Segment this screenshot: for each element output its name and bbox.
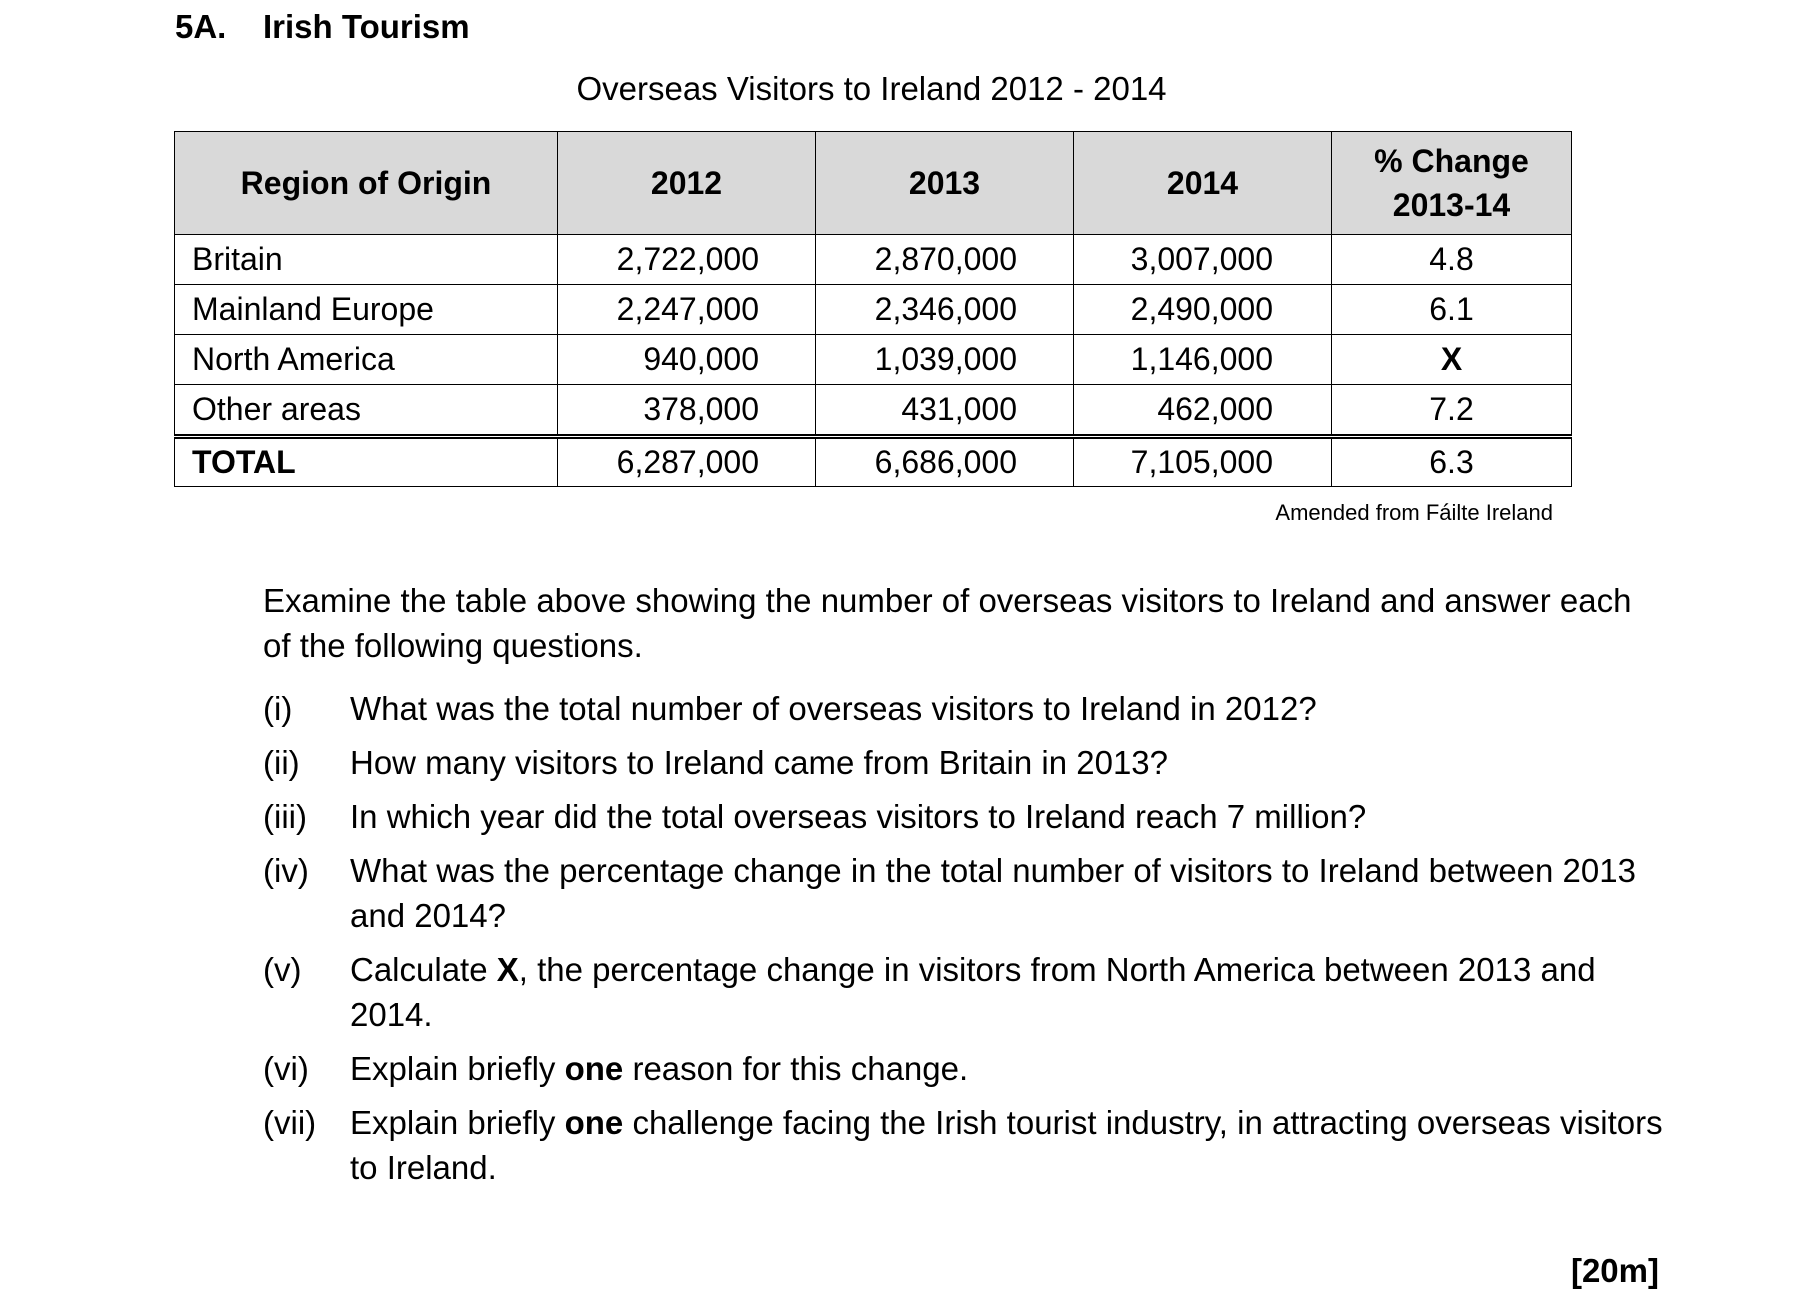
question-text-emphasis: X xyxy=(496,951,519,988)
list-item xyxy=(263,740,1663,785)
cell-2013: 2,346,000 xyxy=(816,285,1074,335)
table-row xyxy=(175,235,1572,285)
cell-total-2012: 6,287,000 xyxy=(558,437,816,487)
question-text-emphasis: one xyxy=(564,1104,624,1141)
question-text-part: , the percentage change in visitors from North America between 2013 and 2014. xyxy=(350,951,1596,1033)
question-text-part: reason for this change. xyxy=(623,1050,969,1087)
cell-2013: 2,870,000 xyxy=(816,235,1074,285)
cell-2014: 462,000 xyxy=(1074,385,1332,437)
cell-region: North America xyxy=(175,335,558,385)
question-text: What was the total number of overseas visitors to Ireland in 2012? xyxy=(350,690,1317,727)
question-label: (vii) xyxy=(263,1104,317,1141)
cell-total-2014: 7,105,000 xyxy=(1074,437,1332,487)
list-item xyxy=(263,947,1663,1037)
question-label: (iv) xyxy=(263,852,309,889)
question-text: What was the percentage change in the total number of visitors to Ireland between 2013 and 2014? xyxy=(350,852,1636,934)
list-item xyxy=(263,1100,1663,1190)
cell-change: 7.2 xyxy=(1332,385,1572,437)
question-text-emphasis: one xyxy=(564,1050,624,1087)
cell-2013: 431,000 xyxy=(816,385,1074,437)
question-label: (i) xyxy=(263,690,293,727)
question-text xyxy=(350,1046,1663,1091)
list-item xyxy=(263,794,1663,839)
table-title: Overseas Visitors to Ireland 2012 - 2014 xyxy=(576,70,1167,107)
question-title: Irish Tourism xyxy=(263,8,470,45)
cell-2014: 2,490,000 xyxy=(1074,285,1332,335)
table-row xyxy=(175,335,1572,385)
list-item xyxy=(263,1046,1663,1091)
table-total-row xyxy=(175,437,1572,487)
cell-region: Other areas xyxy=(175,385,558,437)
question-list xyxy=(263,686,1663,1199)
table-row xyxy=(175,385,1572,437)
header-change-line2: 2013-14 xyxy=(1392,187,1511,223)
table-source: Amended from Fáilte Ireland xyxy=(1275,500,1553,525)
question-label: (ii) xyxy=(263,744,300,781)
question-text-part: challenge facing the Irish tourist industry, in attracting overseas visitors to Ireland. xyxy=(350,1104,1663,1186)
table-header-row xyxy=(175,132,1572,235)
question-text: How many visitors to Ireland came from Britain in 2013? xyxy=(350,744,1169,781)
question-text: In which year did the total overseas visitors to Ireland reach 7 million? xyxy=(350,798,1367,835)
question-label: (iii) xyxy=(263,798,307,835)
cell-2013: 1,039,000 xyxy=(816,335,1074,385)
cell-2014: 3,007,000 xyxy=(1074,235,1332,285)
list-item xyxy=(263,686,1663,731)
visitors-table xyxy=(174,131,1572,487)
cell-change: 4.8 xyxy=(1332,235,1572,285)
question-heading xyxy=(175,8,470,46)
marks-label: [20m] xyxy=(1570,1252,1659,1289)
header-region: Region of Origin xyxy=(175,132,558,235)
intro-text: Examine the table above showing the number of overseas visitors to Ireland and answer each of the following questions. xyxy=(263,582,1632,664)
header-change xyxy=(1332,132,1572,235)
cell-total-label: TOTAL xyxy=(175,437,558,487)
question-number: 5A. xyxy=(175,8,227,45)
cell-2014: 1,146,000 xyxy=(1074,335,1332,385)
cell-region: Britain xyxy=(175,235,558,285)
question-text-part: Explain briefly xyxy=(350,1050,565,1087)
cell-change-unknown: X xyxy=(1332,335,1572,385)
cell-total-change: 6.3 xyxy=(1332,437,1572,487)
question-text xyxy=(350,947,1663,1037)
cell-2012: 940,000 xyxy=(558,335,816,385)
cell-2012: 2,722,000 xyxy=(558,235,816,285)
question-text-part: Calculate xyxy=(350,951,497,988)
header-2014: 2014 xyxy=(1074,132,1332,235)
cell-region: Mainland Europe xyxy=(175,285,558,335)
cell-change: 6.1 xyxy=(1332,285,1572,335)
cell-total-2013: 6,686,000 xyxy=(816,437,1074,487)
question-label: (v) xyxy=(263,951,302,988)
header-2013: 2013 xyxy=(816,132,1074,235)
cell-2012: 378,000 xyxy=(558,385,816,437)
cell-2012: 2,247,000 xyxy=(558,285,816,335)
question-text xyxy=(350,1100,1663,1190)
table-row xyxy=(175,285,1572,335)
question-label: (vi) xyxy=(263,1050,309,1087)
header-2012: 2012 xyxy=(558,132,816,235)
question-text-part: Explain briefly xyxy=(350,1104,565,1141)
list-item xyxy=(263,848,1663,938)
header-change-line1: % Change xyxy=(1374,143,1529,179)
